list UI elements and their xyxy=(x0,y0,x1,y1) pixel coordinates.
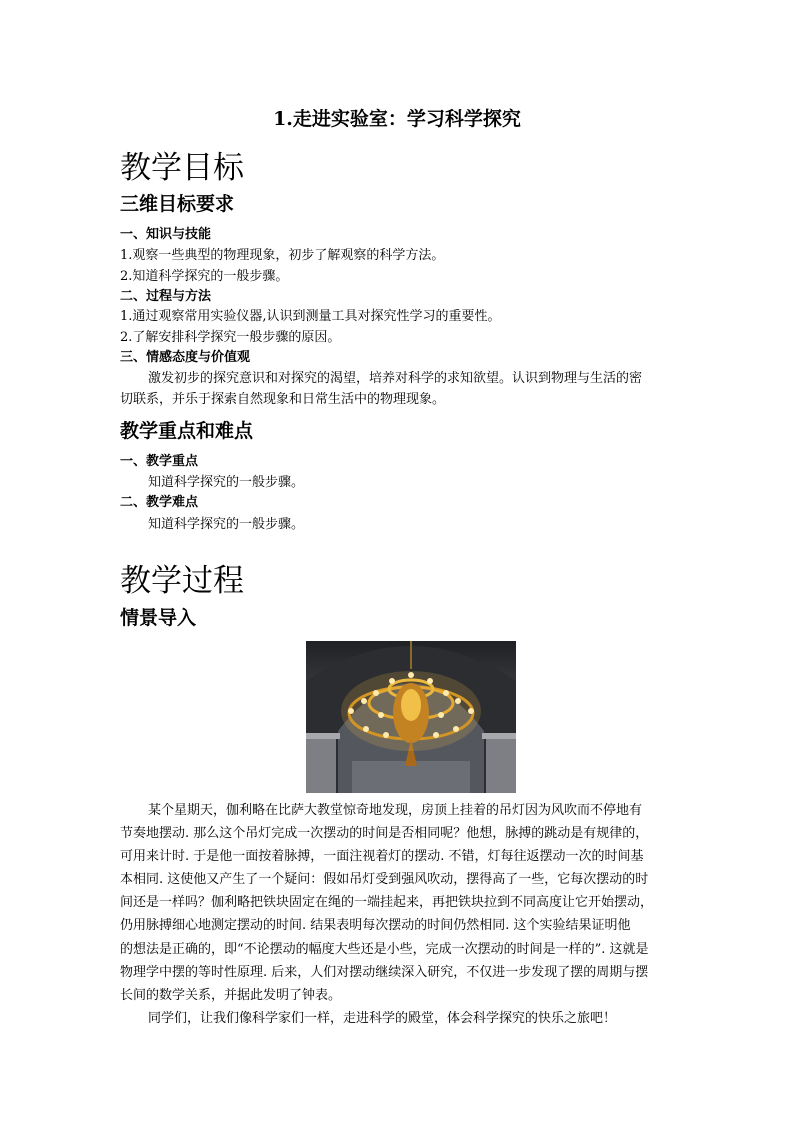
story-line: 的想法是正确的，即“不论摆动的幅度大些还是小些，完成一次摆动的时间是一样的”. 这就是 xyxy=(120,941,649,957)
knowledge-item-2: 2.知道科学探究的一般步骤。 xyxy=(120,269,289,284)
process-item-2: 2.了解安排科学探究一般步骤的原因。 xyxy=(120,330,341,345)
story-paragraph xyxy=(120,799,675,1030)
heading-scene-introduction: 情景导入 xyxy=(120,607,197,629)
story-line: 间还是一样吗？伽利略把铁块固定在绳的一端挂起来，再把铁块拉到不同高度让它开始摆动， xyxy=(120,895,654,911)
attitude-line-2: 切联系，并乐于探索自然现象和日常生活中的物理现象。 xyxy=(120,392,446,407)
section-difficult-point: 二、教学难点 xyxy=(120,495,199,510)
heading-teaching-process: 教学过程 xyxy=(120,563,244,599)
section-knowledge-skills: 一、知识与技能 xyxy=(120,227,212,242)
document-title: 1.走进实验室：学习科学探究 xyxy=(273,108,521,130)
process-item-1: 1.通过观察常用实验仪器,认识到测量工具对探究性学习的重要性。 xyxy=(120,309,501,324)
story-line: 仍用脉搏细心地测定摆动的时间. 结果表明每次摆动的时间仍然相同. 这个实验结果证明他 xyxy=(120,918,631,934)
key-point-text: 知道科学探究的一般步骤。 xyxy=(148,475,305,490)
closing-line: 同学们，让我们像科学家们一样，走进科学的殿堂，体会科学探究的快乐之旅吧！ xyxy=(148,1010,617,1026)
chandelier-photo xyxy=(306,641,516,793)
section-attitude-values: 三、情感态度与价值观 xyxy=(120,350,251,365)
heading-teaching-goals: 教学目标 xyxy=(120,150,244,186)
attitude-line-1: 激发初步的探究意识和对探究的渴望，培养对科学的求知欲望。认识到物理与生活的密 xyxy=(148,371,643,386)
difficult-point-text: 知道科学探究的一般步骤。 xyxy=(148,517,305,532)
heading-key-and-difficult-points: 教学重点和难点 xyxy=(120,420,254,442)
story-line: 可用来计时. 于是他一面按着脉搏，一面注视着灯的摆动. 不错，灯每往返摆动一次的时间基 xyxy=(120,849,644,865)
chandelier-illustration xyxy=(306,641,516,793)
story-line: 本相同. 这使他又产生了一个疑问：假如吊灯受到强风吹动，摆得高了一些，它每次摆动的时 xyxy=(120,872,649,888)
knowledge-item-1: 1.观察一些典型的物理现象，初步了解观察的科学方法。 xyxy=(120,248,445,263)
story-line: 长间的数学关系，并据此发明了钟表。 xyxy=(120,987,342,1003)
story-line: 节奏地摆动. 那么这个吊灯完成一次摆动的时间是否相同呢？他想，脉搏的跳动是有规律的， xyxy=(120,826,649,842)
story-line: 某个星期天，伽利略在比萨大教堂惊奇地发现，房顶上挂着的吊灯因为风吹而不停地有 xyxy=(148,803,643,818)
section-key-point: 一、教学重点 xyxy=(120,454,199,469)
heading-three-dimensional-goals: 三维目标要求 xyxy=(120,193,235,215)
story-line: 物理学中摆的等时性原理. 后来，人们对摆动继续深入研究，不仅进一步发现了摆的周期与摆 xyxy=(120,964,649,980)
section-process-methods: 二、过程与方法 xyxy=(120,289,212,304)
